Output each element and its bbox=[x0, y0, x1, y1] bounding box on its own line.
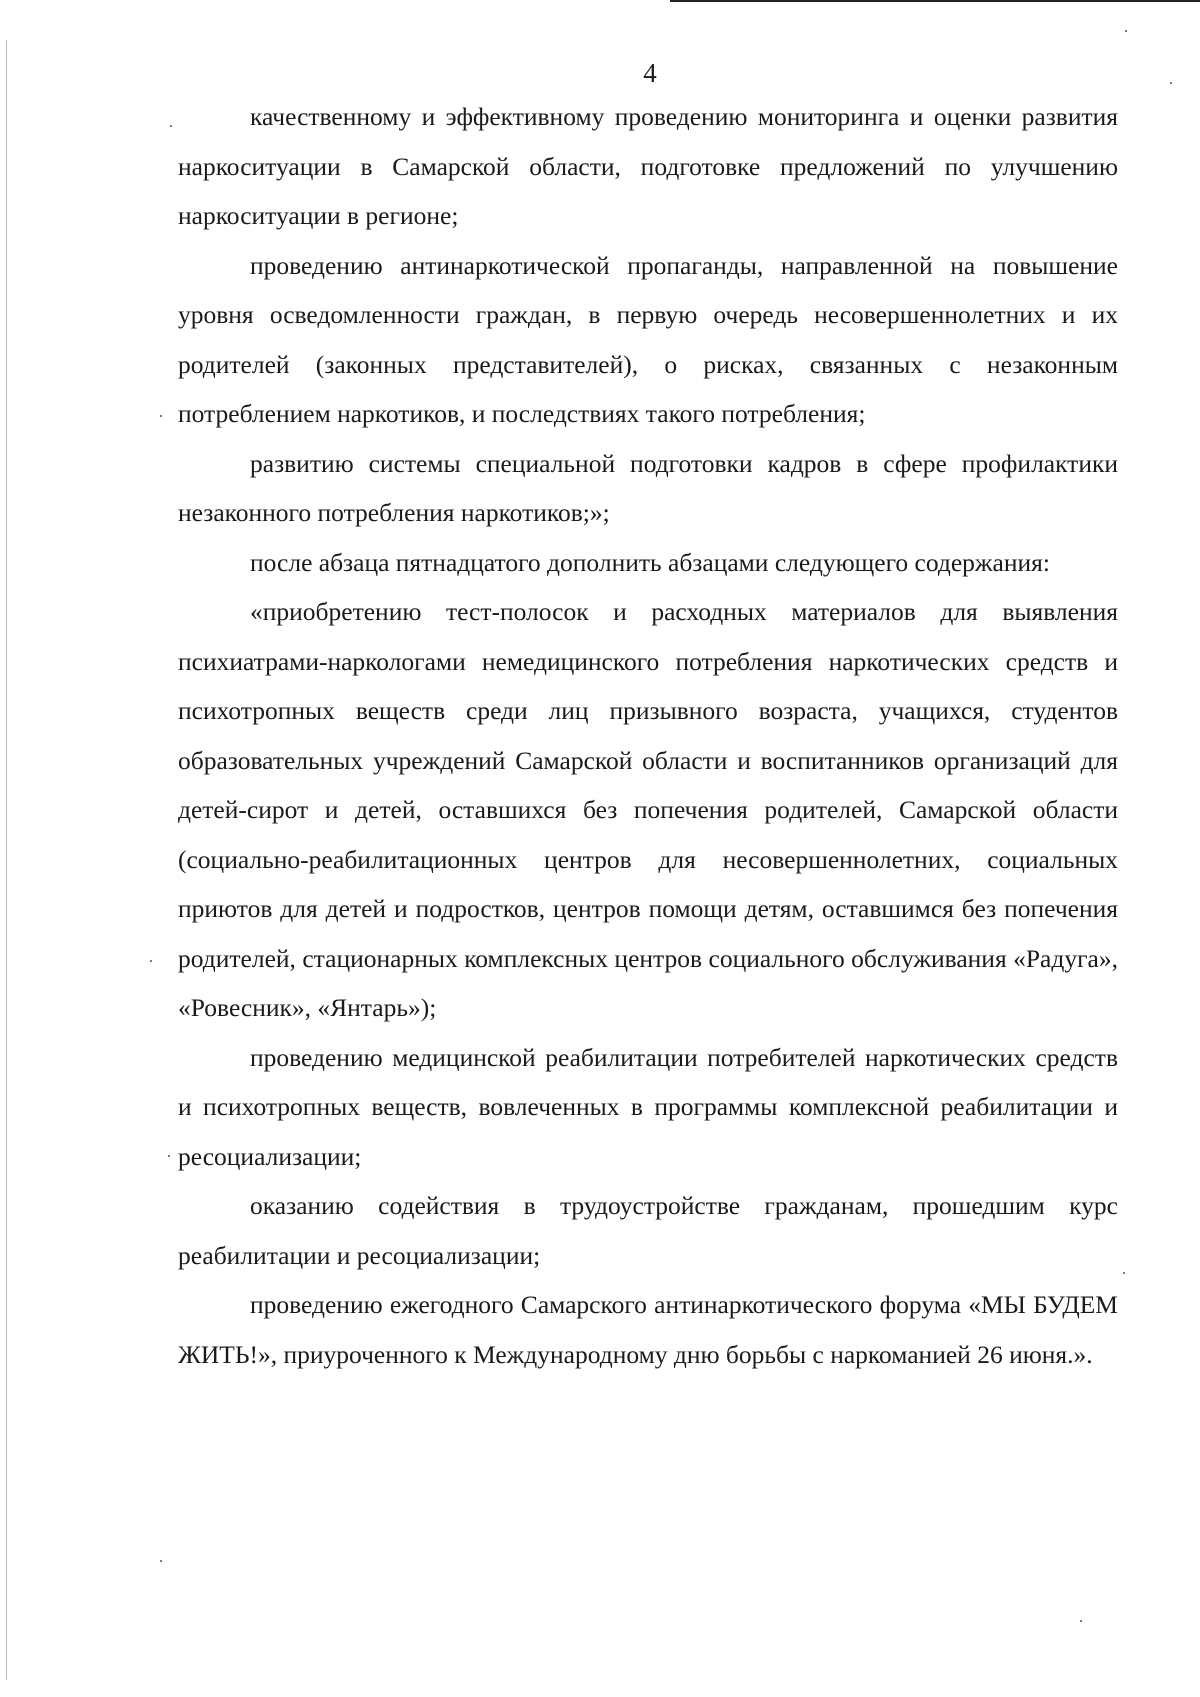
scan-speck bbox=[160, 415, 162, 417]
scan-speck bbox=[1170, 82, 1172, 84]
scan-speck bbox=[1125, 30, 1127, 32]
scan-speck bbox=[1123, 1272, 1125, 1274]
scan-left-edge bbox=[6, 40, 7, 1680]
top-edge-rule bbox=[670, 0, 1200, 2]
paragraph: проведению медицинской реабилитации потребителей наркотических средств и психотропных веществ, вовлеченных в программы комплексной реабилитации и ресоциализации; bbox=[178, 1042, 1118, 1171]
page-number: 4 bbox=[643, 58, 657, 88]
scan-speck bbox=[150, 960, 152, 962]
body-text bbox=[178, 92, 1118, 1379]
scan-speck bbox=[170, 125, 172, 127]
paragraph: после абзаца пятнадцатого дополнить абзацами следующего содержания: bbox=[250, 547, 1050, 577]
paragraph: развитию системы специальной подготовки кадров в сфере профилактики незаконного потребления наркотиков;»; bbox=[178, 448, 1118, 527]
paragraph: качественному и эффективному проведению мониторинга и оценки развития наркоситуации в Самарской области, подготовке предложений по улучшению наркоситуации в регионе; bbox=[178, 102, 1118, 230]
scan-speck bbox=[160, 1560, 162, 1562]
scan-speck bbox=[1080, 1620, 1082, 1622]
paragraph: проведению антинаркотической пропаганды, направленной на повышение уровня осведомленности граждан, в первую очередь несовершеннолетних и их родителей (законных представителей), о рисках, связанных с незаконным потреблением наркотиков, и последствиях такого потребления; bbox=[178, 250, 1118, 428]
paragraph: оказанию содействия в трудоустройстве гражданам, прошедшим курс реабилитации и ресоциализации; bbox=[178, 1191, 1118, 1270]
paragraph: проведению ежегодного Самарского антинаркотического форума «МЫ БУДЕМ ЖИТЬ!», приуроченного к Международному дню борьбы с наркоманией 26 июня.». bbox=[178, 1290, 1118, 1369]
scan-speck bbox=[168, 1155, 170, 1157]
paragraph: «приобретению тест-полосок и расходных материалов для выявления психиатрами-наркологами немедицинского потребления наркотических средств и психотропных веществ среди лиц призывного возраста, учащихся, студентов образовательных учреждений Самарской области и воспитанников организаций для детей-сирот и детей, оставшихся без попечения родителей, Самарской области (социально-реабилитационных центров для несовершеннолетних, социальных приютов для детей и подростков, центров помощи детям, оставшимся без попечения родителей, стационарных комплексных центров социального обслуживания «Радуга», «Ровесник», «Янтарь»); bbox=[178, 597, 1118, 1022]
